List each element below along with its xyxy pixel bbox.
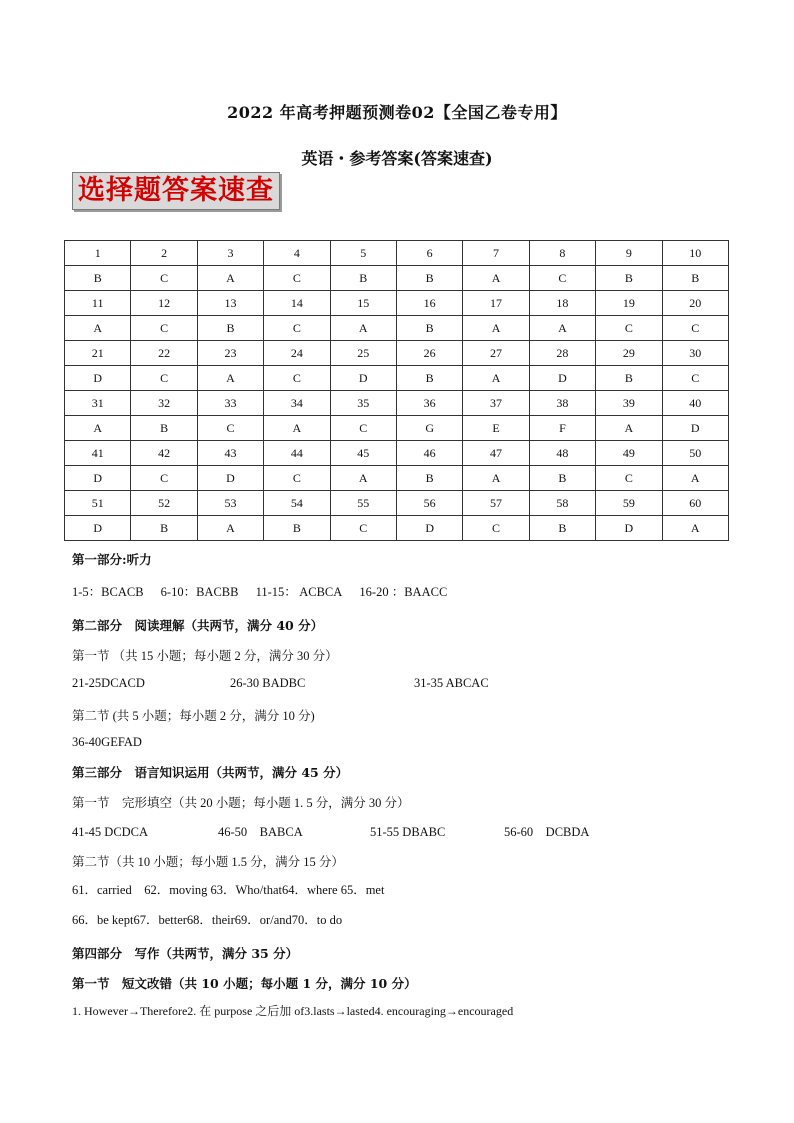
question-number-cell: 50 <box>662 441 728 466</box>
page-title: 2022 年高考押题预测卷02【全国乙卷专用】 <box>227 103 567 122</box>
question-number-cell: 48 <box>529 441 595 466</box>
question-number-cell: 42 <box>131 441 197 466</box>
answer-letter-cell: A <box>330 316 396 341</box>
answer-letter-row <box>65 316 729 341</box>
part4-section1: 第一节 短文改错（共 10 小题；每小题 1 分，满分 10 分） <box>72 976 417 991</box>
answer-letter-cell: D <box>65 516 131 541</box>
question-number-cell: 5 <box>330 241 396 266</box>
question-number-cell: 36 <box>396 391 462 416</box>
answer-letter-cell: D <box>330 366 396 391</box>
part2-answer-1: 21-25DCACD <box>72 676 145 690</box>
question-number-cell: 23 <box>197 341 263 366</box>
answer-letter-cell: A <box>197 266 263 291</box>
answer-letter-cell: B <box>662 266 728 291</box>
part3-answer-3: 51-55 DBABC <box>370 825 446 839</box>
question-number-cell: 2 <box>131 241 197 266</box>
question-number-cell: 38 <box>529 391 595 416</box>
answer-letter-cell: C <box>197 416 263 441</box>
answer-letter-cell: A <box>65 316 131 341</box>
question-number-cell: 13 <box>197 291 263 316</box>
part3-answer-2: 46-50 BABCA <box>218 825 303 839</box>
question-number-row <box>65 441 729 466</box>
part3-section1-answers <box>72 822 589 840</box>
answer-letter-cell: C <box>662 316 728 341</box>
answer-letter-cell: B <box>396 366 462 391</box>
question-number-cell: 25 <box>330 341 396 366</box>
question-number-cell: 60 <box>662 491 728 516</box>
answer-letter-cell: C <box>596 316 662 341</box>
question-number-cell: 6 <box>396 241 462 266</box>
question-number-cell: 49 <box>596 441 662 466</box>
question-number-cell: 39 <box>596 391 662 416</box>
answer-letter-cell: A <box>596 416 662 441</box>
answer-letter-cell: A <box>197 516 263 541</box>
question-number-cell: 58 <box>529 491 595 516</box>
answer-letter-row <box>65 516 729 541</box>
answer-letter-cell: G <box>396 416 462 441</box>
part3-section1: 第一节 完形填空（共 20 小题；每小题 1. 5 分，满分 30 分） <box>72 796 410 810</box>
question-number-cell: 31 <box>65 391 131 416</box>
part3-section2-line1: 61．carried 62．moving 63．Who/that64．where 65．met <box>72 883 385 897</box>
part2-section2: 第二节 (共 5 小题；每小题 2 分，满分 10 分) <box>72 709 315 723</box>
answer-letter-row <box>65 266 729 291</box>
question-number-row <box>65 241 729 266</box>
question-number-cell: 40 <box>662 391 728 416</box>
answer-letter-cell: C <box>596 466 662 491</box>
answer-letter-cell: A <box>65 416 131 441</box>
question-number-cell: 52 <box>131 491 197 516</box>
part1-answer-1: 1-5：BCACB <box>72 585 144 599</box>
question-number-cell: 57 <box>463 491 529 516</box>
answer-letter-cell: D <box>65 366 131 391</box>
part2-section1: 第一节 （共 15 小题；每小题 2 分，满分 30 分） <box>72 649 338 663</box>
part1-heading: 第一部分:听力 <box>72 552 152 567</box>
question-number-cell: 51 <box>65 491 131 516</box>
part4-heading: 第四部分 写作（共两节，满分 35 分） <box>72 946 299 961</box>
question-number-cell: 46 <box>396 441 462 466</box>
answer-letter-cell: B <box>65 266 131 291</box>
question-number-cell: 16 <box>396 291 462 316</box>
question-number-cell: 11 <box>65 291 131 316</box>
part2-answer-2: 26-30 BADBC <box>230 676 306 690</box>
answer-letter-cell: B <box>396 266 462 291</box>
question-number-cell: 12 <box>131 291 197 316</box>
answer-letter-cell: C <box>463 516 529 541</box>
answer-letter-cell: D <box>65 466 131 491</box>
question-number-cell: 9 <box>596 241 662 266</box>
answer-letter-cell: A <box>662 516 728 541</box>
part1-answer-3: 11-15： ACBCA <box>255 585 343 599</box>
question-number-cell: 47 <box>463 441 529 466</box>
answer-letter-row <box>65 416 729 441</box>
question-number-row <box>65 491 729 516</box>
question-number-cell: 59 <box>596 491 662 516</box>
answer-letter-cell: C <box>330 516 396 541</box>
answer-letter-cell: C <box>662 366 728 391</box>
answer-letter-cell: B <box>264 516 330 541</box>
answer-letter-cell: C <box>131 316 197 341</box>
answer-letter-cell: B <box>396 466 462 491</box>
question-number-cell: 21 <box>65 341 131 366</box>
answer-letter-cell: D <box>396 516 462 541</box>
question-number-cell: 41 <box>65 441 131 466</box>
question-number-cell: 35 <box>330 391 396 416</box>
question-number-cell: 26 <box>396 341 462 366</box>
question-number-cell: 20 <box>662 291 728 316</box>
answer-letter-cell: A <box>463 266 529 291</box>
page-subtitle: 英语・参考答案(答案速查) <box>301 149 493 168</box>
question-number-cell: 24 <box>264 341 330 366</box>
part1-answer-2: 6-10：BACBB <box>160 585 239 599</box>
answer-letter-cell: C <box>264 466 330 491</box>
question-number-cell: 19 <box>596 291 662 316</box>
part3-section2-line2: 66．be kept67．better68．their69．or/and70．to do <box>72 913 343 927</box>
part2-heading: 第二部分 阅读理解（共两节，满分 40 分） <box>72 618 324 633</box>
part3-answer-4: 56-60 DCBDA <box>504 825 590 839</box>
question-number-cell: 32 <box>131 391 197 416</box>
answer-letter-cell: D <box>596 516 662 541</box>
answer-letter-cell: A <box>463 366 529 391</box>
question-number-cell: 33 <box>197 391 263 416</box>
question-number-cell: 4 <box>264 241 330 266</box>
question-number-cell: 53 <box>197 491 263 516</box>
answer-letter-cell: B <box>330 266 396 291</box>
answer-letter-cell: A <box>330 466 396 491</box>
question-number-cell: 27 <box>463 341 529 366</box>
answer-letter-row <box>65 366 729 391</box>
part2-section2-answers: 36-40GEFAD <box>72 735 142 749</box>
part2-section1-answers <box>72 676 489 691</box>
answer-letter-cell: B <box>596 266 662 291</box>
question-number-cell: 14 <box>264 291 330 316</box>
answer-letter-cell: C <box>131 266 197 291</box>
answer-letter-cell: C <box>131 466 197 491</box>
answer-letter-cell: C <box>264 266 330 291</box>
answer-letter-cell: B <box>131 416 197 441</box>
question-number-cell: 29 <box>596 341 662 366</box>
answer-letter-cell: B <box>131 516 197 541</box>
answer-letter-cell: B <box>396 316 462 341</box>
question-number-cell: 37 <box>463 391 529 416</box>
answer-letter-cell: A <box>463 316 529 341</box>
answer-letter-cell: A <box>662 466 728 491</box>
part4-section1-line: 1. However→Therefore2. 在 purpose 之后加 of3.lasts→lasted4. encouraging→encouraged <box>72 1004 514 1018</box>
answer-letter-row <box>65 466 729 491</box>
question-number-cell: 3 <box>197 241 263 266</box>
question-number-cell: 28 <box>529 341 595 366</box>
answer-letter-cell: B <box>596 366 662 391</box>
answer-letter-cell: D <box>662 416 728 441</box>
question-number-cell: 1 <box>65 241 131 266</box>
question-number-cell: 45 <box>330 441 396 466</box>
question-number-cell: 7 <box>463 241 529 266</box>
question-number-cell: 34 <box>264 391 330 416</box>
answer-letter-cell: C <box>131 366 197 391</box>
question-number-cell: 54 <box>264 491 330 516</box>
answer-table <box>64 240 729 541</box>
answer-letter-cell: C <box>529 266 595 291</box>
question-number-cell: 17 <box>463 291 529 316</box>
answer-letter-cell: A <box>463 466 529 491</box>
answer-letter-cell: B <box>529 466 595 491</box>
question-number-cell: 15 <box>330 291 396 316</box>
answer-letter-cell: A <box>529 316 595 341</box>
question-number-row <box>65 291 729 316</box>
answer-letter-cell: B <box>197 316 263 341</box>
answer-letter-cell: E <box>463 416 529 441</box>
question-number-cell: 10 <box>662 241 728 266</box>
part2-answer-3: 31-35 ABCAC <box>414 676 489 690</box>
question-number-cell: 22 <box>131 341 197 366</box>
question-number-cell: 44 <box>264 441 330 466</box>
part1-answers <box>72 582 447 600</box>
answer-letter-cell: B <box>529 516 595 541</box>
part3-heading: 第三部分 语言知识运用（共两节，满分 45 分） <box>72 765 349 780</box>
question-number-cell: 18 <box>529 291 595 316</box>
question-number-cell: 55 <box>330 491 396 516</box>
answer-letter-cell: A <box>264 416 330 441</box>
question-number-row <box>65 391 729 416</box>
question-number-row <box>65 341 729 366</box>
quick-answer-stamp: 选择题答案速查 <box>72 172 280 210</box>
part3-section2: 第二节（共 10 小题；每小题 1.5 分，满分 15 分） <box>72 855 344 869</box>
question-number-cell: 8 <box>529 241 595 266</box>
part3-answer-1: 41-45 DCDCA <box>72 825 149 839</box>
question-number-cell: 43 <box>197 441 263 466</box>
part1-answer-4: 16-20 ：BAACC <box>359 585 448 599</box>
answer-letter-cell: C <box>264 316 330 341</box>
answer-letter-cell: C <box>264 366 330 391</box>
answer-letter-cell: F <box>529 416 595 441</box>
answer-letter-cell: A <box>197 366 263 391</box>
question-number-cell: 56 <box>396 491 462 516</box>
answer-letter-cell: D <box>197 466 263 491</box>
question-number-cell: 30 <box>662 341 728 366</box>
answer-letter-cell: C <box>330 416 396 441</box>
answer-letter-cell: D <box>529 366 595 391</box>
